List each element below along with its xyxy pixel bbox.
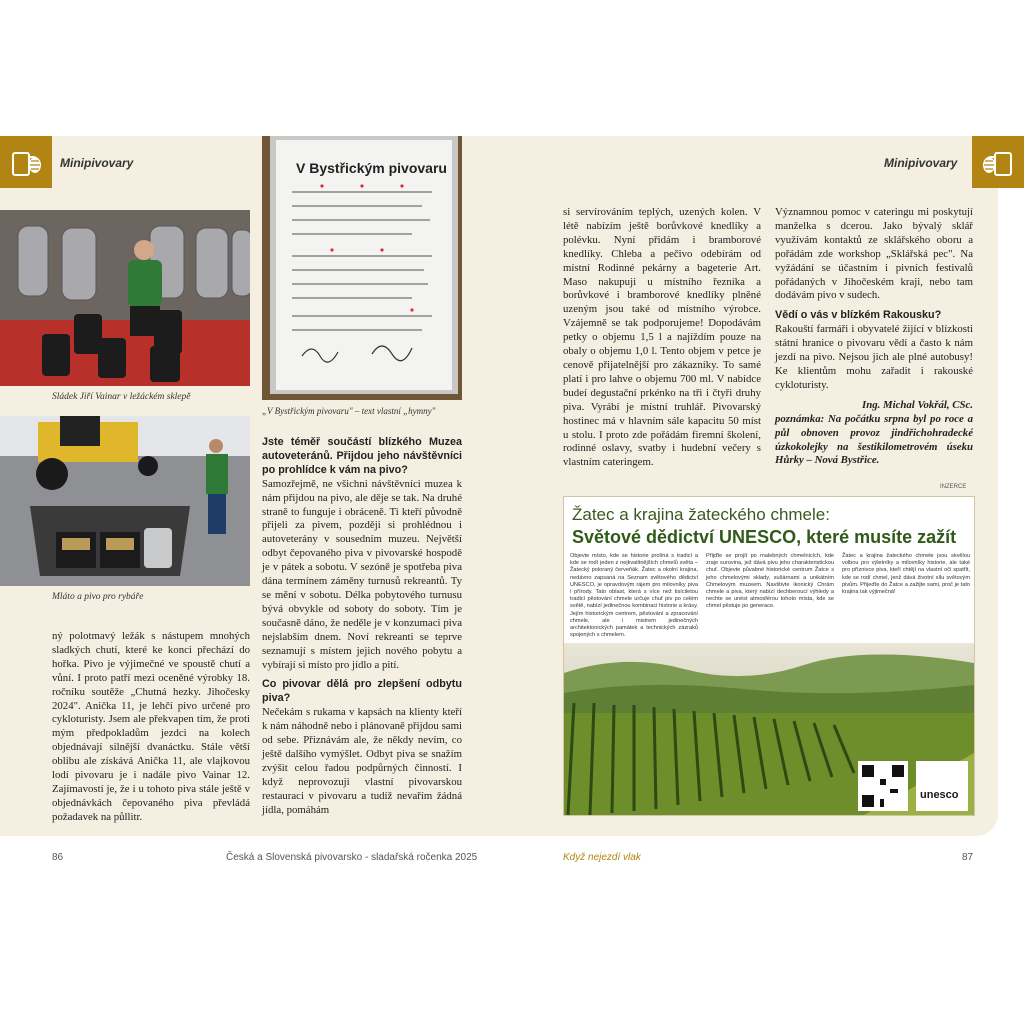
- body-paragraph: ný polotmavý ležák s nástupem mnohých sladkých chutí, které ke konci přechází do hořka. Pivo je výjimečné ve spoustě chutí a vůní. I proto patří mezi oceněné výrobky 18. ročníku soutěže „Chutná hezky. Jihočesky 2024". Anička 11, je lehčí pivo určené pro cykloturisty. Jsem ale překvapen tím, že proti mým předpokladům jezdci na kolech objednávají silnější dvanáctku. Stále větší oblibu ale získává Anička 11, ale vlajkovou lodí pivovaru je i nadále pivo Vainar 12. Zajímavostí je, že i u tohoto piva stále ještě v objednávkách čepovaného piva převládá požadavek na půllitr.: [52, 630, 250, 823]
- hop-glass-icon: [972, 136, 1024, 188]
- ad-label: INZERCE: [940, 484, 967, 490]
- hymn-sheet-photo: [262, 136, 462, 400]
- interview-question: Vědí o vás v blízkém Rakousku?: [775, 309, 942, 322]
- hymn-title: V Bystřickým pivovaru: [296, 160, 447, 176]
- body-paragraph: si servírováním teplých, uzených kolen. V létě nabízím ještě borůvkové knedlíky a polévku. Nyní přidám i bramborové knedlíky. Chleba a pečivo odebírám od místní Rodinné pekárny a bageterie Art. Maso nakupuji u místního řezníka a borůvkové i bramborové knedlíky plněné uzeným jsou také od místního výrobce. Vzájemně se tak podporujeme! Dopodávám petky o objemu 1,5 l a najíždím pouze na obaly o objemu 1,0 l. Tento objem v petce je cenově přijatelnější pro zákazníky. To samé platí i pro lahve o objemu 700 ml. V nabídce budeí degustační prkénko na tři i čtyři druhy piva. Vyrábí je místní truhlář. Pivovarský hostinec má v hlavním sále kapacitu 50 míst u stolu. I proto zde pořádám firemní školení, rodinné oslavy, svatby i hudební večery s vlastním cateringem.: [563, 206, 761, 469]
- brewmaster-photo: [0, 210, 250, 386]
- publication-title: Česká a Slovenská pivovarsko - sladařská ročenka 2025: [226, 852, 478, 863]
- body-paragraph: Významnou pomoc v cateringu mi poskytují manželka s dcerou. Jako bývalý sklář využívám kontaktů ze sklářského oboru a pořádám zde workshop „Sklářská pec". Na vyžádání se účastním i pivních festivalů pořádaných v Jihočeském kraji, nebo tam dodávám pivo v sudech.: [775, 206, 973, 302]
- interview-question: Jste téměř součástí blízkého Muzea autoveteránů. Přijdou jeho návštěvníci po prohlídce k vám na pivo?: [262, 436, 462, 476]
- brewmaster-caption: Sládek Jiří Vainar v ležáckém sklepě: [52, 392, 191, 402]
- malt-photo: [0, 416, 250, 586]
- ad-text-col1: Objevte místo, kde se historie prolíná s tradicí a kde se rodí jeden z nejkvalitnějších chmelů světa – Žatecký poloraný červeňák. Žatec a okolní krajina, nedávno zapsaná na Seznam světového dědictví UNESCO, je opravdovým rájem pro milovníky piva i přírody. Tato oblast, která s více než tisíciletou tradicí pěstování chmele určuje chuť piv po celém světě, nabízí jedinečnou kombinaci historie a krásy. Jejím historickým centrem, pěstování a zpracování chmele, ale i mistrem jedinečných architektonických památek a technických zázraků spojených s chmelem.: [570, 553, 698, 639]
- column-2: [262, 436, 462, 817]
- section-title-left: Minipivovary: [60, 156, 134, 170]
- author-signature: Ing. Michal Vokřál, CSc.: [862, 398, 973, 411]
- section-title-right: Minipivovary: [884, 156, 958, 170]
- malt-caption: Mláto a pivo pro rybáře: [52, 592, 144, 602]
- hop-field-photo: [564, 643, 974, 815]
- body-paragraph: Samozřejmě, ne všichni návštěvníci muzea k nám přijdou na pivo, ale děje se tak. Na druhé straně to funguje i obráceně. Ti kteří původně přijeli za pivem, později si prohlédnou i autoveterány v sousedním muzeu. Největší odbyt čepovaného piva v pivovarské hospodě je v pátek a sobotu. V sezóně je spotřeba piva dána termínem záměny turnusů rekreantů. Ty se mění v sobotu. Délka pobytového turnusu bývá obvykle od soboty do soboty. Tím je současně dáno, že neděle je v konzumaci piva nejslabším dnem. Noví rekreanti se teprve seznamují s místem jejich nového pobytu a vybírají si místo pro jídlo a pití.: [262, 477, 462, 671]
- page-number-left: 86: [52, 852, 64, 863]
- column-4: [775, 206, 973, 468]
- ad-title-line2: Světové dědictví UNESCO, které musíte zažít: [572, 527, 957, 547]
- author-note: poznámka: Na počátku srpna byl po roce a půl obnoven provoz jindřichohradecké úzkokolejky na šestikilometrovém úseku Hůrky – Nová Bystřice.: [775, 412, 973, 467]
- hop-glass-icon: [0, 136, 52, 188]
- interview-question: Co pivovar dělá pro zlepšení odbytu piva?: [262, 678, 462, 705]
- series-title: Když nejezdí vlak: [563, 852, 641, 863]
- body-paragraph: Nečekám s rukama v kapsách na klienty kteří k nám náhodně nebo i plánovaně přijdou sami od sebe. Přiznávám ale, že někdy nevím, co ještě dalšího vymýšlet. Odbyt piva se snažím zvýšit celou řadou podpůrných činností. I když neprovozuji vlastní pivovarskou restauraci v pivovaru a tudíž nevařím žádná jídla, pomáhám: [262, 706, 462, 816]
- ad-text-col2: Přijďte se projít po malebných chmelnicích, kde zraje surovina, jež dává pivu jeho charakteristickou chuť. Objevte půvabné historické centrum Žatce s jeho chmelovými sklady, sušárnami a unikátním Chmelovým muzeem. Navštivte ikonický Chrám chmele a piva, který nabízí dechberoucí výhledy a nechte se unést atmosférou tohoto místa, kde se chmel pěstuje po generace.: [706, 553, 834, 610]
- page-number-right: 87: [962, 852, 974, 863]
- body-paragraph: Rakouští farmáři i obyvatelé žijící v blízkosti státní hranice o pivovaru vědí a často k nám jezdí na pivo. Nejsou jich ale plné autobusy! Ke klientům mohu zařadit i rakouské cykloturisty.: [775, 323, 973, 391]
- column-3: [563, 206, 761, 470]
- column-1: [52, 630, 250, 825]
- unesco-logo: unesco: [920, 789, 959, 801]
- ad-title-line1: Žatec a krajina žateckého chmele:: [572, 505, 830, 524]
- zatec-advertisement: [563, 496, 975, 816]
- ad-text-col3: Žatec a krajina žateckého chmele jsou skvělou volbou pro výletníky a milovníky historie, ale také pro příznivce piva, kteří chtějí na vlastní oči spatřit, kde se rodí chmel, jenž dává životní sílu světovým pivům. Přijeďte do Žatce a zažijte sami, proč je tato krajina tak výjimečná!: [842, 553, 970, 596]
- hymn-caption: „V Bystřickým pivovaru" – text vlastní „hymny": [262, 406, 436, 416]
